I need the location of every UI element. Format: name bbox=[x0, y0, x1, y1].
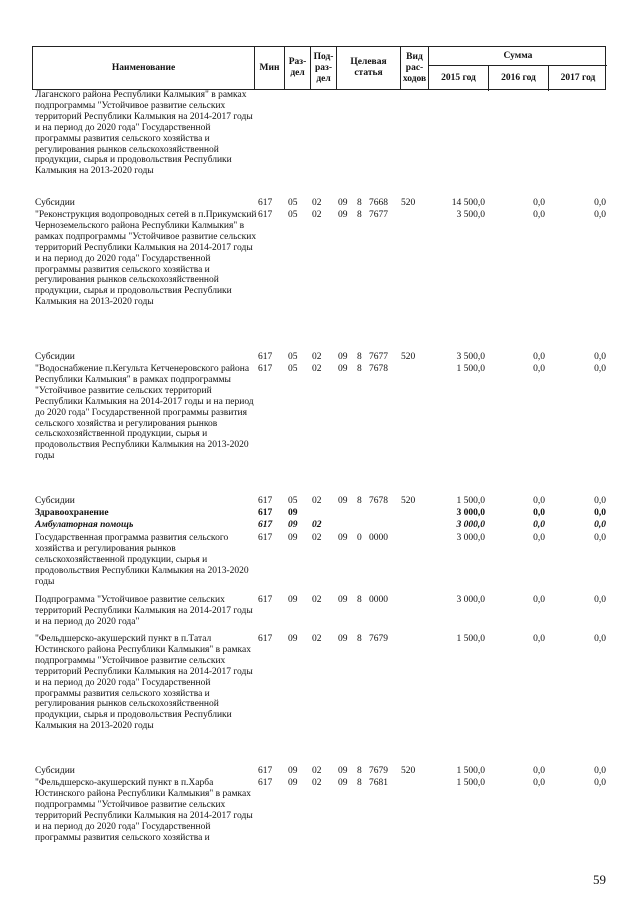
row-y2015: 1 500,0 bbox=[456, 778, 485, 788]
row-rz: 09 bbox=[288, 778, 298, 788]
row-t3: 7677 bbox=[369, 352, 388, 362]
row-min: 617 bbox=[258, 496, 273, 506]
row-y2015: 3 000,0 bbox=[456, 595, 485, 605]
row-y2015: 1 500,0 bbox=[456, 766, 485, 776]
row-t3: 7679 bbox=[369, 634, 388, 644]
row-y2016: 0,0 bbox=[533, 210, 545, 220]
row-y2017: 0,0 bbox=[594, 198, 606, 208]
row-pr: 02 bbox=[312, 520, 322, 530]
row-vr: 520 bbox=[401, 766, 416, 776]
header-2017: 2017 год bbox=[560, 73, 596, 83]
row-rz: 05 bbox=[288, 198, 298, 208]
row-name: Субсидии bbox=[35, 496, 75, 506]
row-y2015: 1 500,0 bbox=[456, 364, 485, 374]
row-y2017: 0,0 bbox=[594, 352, 606, 362]
row-pr: 02 bbox=[312, 210, 322, 220]
row-t2: 8 bbox=[357, 364, 362, 374]
row-y2017: 0,0 bbox=[594, 364, 606, 374]
row-rz: 09 bbox=[288, 533, 298, 543]
row-y2015: 3 500,0 bbox=[456, 210, 485, 220]
row-t3: 0000 bbox=[369, 595, 388, 605]
page-number: 59 bbox=[593, 872, 606, 887]
header-ministry: Мин bbox=[255, 47, 285, 89]
row-rz: 05 bbox=[288, 352, 298, 362]
row-y2015: 1 500,0 bbox=[456, 496, 485, 506]
row-min: 617 bbox=[258, 634, 273, 644]
header-2016: 2016 год bbox=[489, 65, 549, 91]
row-t1: 09 bbox=[338, 496, 348, 506]
row-rz: 05 bbox=[288, 364, 298, 374]
row-name: "Реконструкция водопроводных сетей в п.Прикумский Черноземельского района Республики Калмыкия" в рамках подпрограммы "Устойчивое развитие сельских территорий Республики Калмыкия на 2014-2017 годы и на период до 2020 года" Государственной программы развития сельского хозяйства и регулирования рынков сельскохозяйственной продукции, сырья и продовольствия Республики Калмыкия на 2013-2020 годы bbox=[35, 210, 257, 308]
row-y2016: 0,0 bbox=[533, 352, 545, 362]
row-y2017: 0,0 bbox=[594, 766, 606, 776]
row-name: Субсидии bbox=[35, 352, 75, 362]
row-min: 617 bbox=[258, 533, 273, 543]
row-pr: 02 bbox=[312, 352, 322, 362]
header-name: Наименование bbox=[33, 47, 255, 89]
row-t2: 0 bbox=[357, 533, 362, 543]
row-t2: 8 bbox=[357, 778, 362, 788]
row-y2017: 0,0 bbox=[594, 508, 606, 518]
row-t3: 7679 bbox=[369, 766, 388, 776]
row-y2017: 0,0 bbox=[594, 496, 606, 506]
row-t1: 09 bbox=[338, 533, 348, 543]
row-name: "Водоснабжение п.Кегульта Кетченеровского района Республики Калмыкия" в рамках подпрограммы "Устойчивое развитие сельских территорий Республики Калмыкия на 2014-2017 годы и на период до 2020 года" Государственной программы развития сельского хозяйства и регулирования рынков сельскохозяйственной продукции, сырья и продовольствия Республики Калмыкия на 2013-2020 годы bbox=[35, 364, 254, 462]
row-min: 617 bbox=[258, 210, 273, 220]
row-t1: 09 bbox=[338, 766, 348, 776]
row-y2015: 3 000,0 bbox=[456, 533, 485, 543]
row-min: 617 bbox=[258, 508, 273, 518]
row-y2016: 0,0 bbox=[533, 595, 545, 605]
row-t3: 7681 bbox=[369, 778, 388, 788]
row-pr: 02 bbox=[312, 595, 322, 605]
row-t1: 09 bbox=[338, 210, 348, 220]
row-t2: 8 bbox=[357, 634, 362, 644]
header-subsection: Под- раз- дел bbox=[311, 47, 337, 89]
row-vr: 520 bbox=[401, 496, 416, 506]
header-section: Раз- дел bbox=[285, 47, 311, 89]
row-y2015: 3 000,0 bbox=[456, 508, 485, 518]
row-t2: 8 bbox=[357, 496, 362, 506]
row-y2016: 0,0 bbox=[533, 634, 545, 644]
row-t3: 0000 bbox=[369, 533, 388, 543]
row-y2017: 0,0 bbox=[594, 634, 606, 644]
row-t2: 8 bbox=[357, 595, 362, 605]
row-t1: 09 bbox=[338, 595, 348, 605]
row-y2017: 0,0 bbox=[594, 210, 606, 220]
row-t1: 09 bbox=[338, 352, 348, 362]
row-y2017: 0,0 bbox=[594, 595, 606, 605]
row-min: 617 bbox=[258, 364, 273, 374]
row-min: 617 bbox=[258, 520, 273, 530]
header-2015: 2015 год bbox=[429, 65, 489, 91]
row-t1: 09 bbox=[338, 198, 348, 208]
row-pr: 02 bbox=[312, 778, 322, 788]
row-y2015: 14 500,0 bbox=[451, 198, 485, 208]
row-rz: 09 bbox=[288, 508, 298, 518]
row-y2016: 0,0 bbox=[533, 533, 545, 543]
row-min: 617 bbox=[258, 766, 273, 776]
row-name: Субсидии bbox=[35, 766, 75, 776]
row-y2016: 0,0 bbox=[533, 508, 545, 518]
row-y2017: 0,0 bbox=[594, 778, 606, 788]
row-name: Амбулаторная помощь bbox=[35, 520, 134, 530]
row-pr: 02 bbox=[312, 533, 322, 543]
row-t3: 7668 bbox=[369, 198, 388, 208]
row-pr: 02 bbox=[312, 766, 322, 776]
row-t3: 7678 bbox=[369, 496, 388, 506]
row-y2016: 0,0 bbox=[533, 766, 545, 776]
row-rz: 09 bbox=[288, 595, 298, 605]
row-rz: 05 bbox=[288, 210, 298, 220]
row-vr: 520 bbox=[401, 198, 416, 208]
row-rz: 05 bbox=[288, 496, 298, 506]
row-t1: 09 bbox=[338, 778, 348, 788]
row-pr: 02 bbox=[312, 198, 322, 208]
row-y2016: 0,0 bbox=[533, 496, 545, 506]
header-sum: Сумма bbox=[429, 47, 607, 66]
table-header bbox=[32, 46, 606, 90]
row-t3: 7678 bbox=[369, 364, 388, 374]
row-rz: 09 bbox=[288, 520, 298, 530]
row-t2: 8 bbox=[357, 352, 362, 362]
row-name: Государственная программа развития сельского хозяйства и регулирования рынков сельскохозяйственной продукции, сырья и продовольствия Республики Калмыкия на 2013-2020 годы bbox=[35, 533, 249, 587]
header-expense-type: Вид рас- ходов bbox=[401, 47, 429, 89]
row-y2017: 0,0 bbox=[594, 520, 606, 530]
row-y2017: 0,0 bbox=[594, 533, 606, 543]
row-pr: 02 bbox=[312, 364, 322, 374]
row-pr: 02 bbox=[312, 634, 322, 644]
header-target: Целевая статья bbox=[337, 47, 401, 89]
row-t3: 7677 bbox=[369, 210, 388, 220]
row-y2015: 3 000,0 bbox=[456, 520, 485, 530]
row-min: 617 bbox=[258, 352, 273, 362]
row-name: Субсидии bbox=[35, 198, 75, 208]
row-t1: 09 bbox=[338, 364, 348, 374]
row-y2015: 1 500,0 bbox=[456, 634, 485, 644]
row-rz: 09 bbox=[288, 634, 298, 644]
row-t2: 8 bbox=[357, 210, 362, 220]
row-vr: 520 bbox=[401, 352, 416, 362]
row-name: Лаганского района Республики Калмыкия" в рамках подпрограммы "Устойчивое развитие сельских территорий Республики Калмыкия на 2014-2017 годы и на период до 2020 года" Государственной программы развития сельского хозяйства и регулирования рынков сельскохозяйственной продукции, сырья и продовольствия Республики Калмыкия на 2013-2020 годы bbox=[35, 90, 253, 177]
row-name: "Фельдшерско-акушерский пункт в п.Харба Юстинского района Республики Калмыкия" в рамках подпрограммы "Устойчивое развитие сельских территорий Республики Калмыкия на 2014-2017 годы и на период до 2020 года" Государственной программы развития сельского хозяйства и bbox=[35, 778, 253, 843]
row-t2: 8 bbox=[357, 766, 362, 776]
row-y2015: 3 500,0 bbox=[456, 352, 485, 362]
row-pr: 02 bbox=[312, 496, 322, 506]
row-y2016: 0,0 bbox=[533, 520, 545, 530]
row-t1: 09 bbox=[338, 634, 348, 644]
row-name: Подпрограмма "Устойчивое развитие сельских территорий Республики Калмыкия на 2014-2017 годы и на период до 2020 года" bbox=[35, 595, 253, 627]
row-y2016: 0,0 bbox=[533, 198, 545, 208]
row-min: 617 bbox=[258, 198, 273, 208]
row-t2: 8 bbox=[357, 198, 362, 208]
row-min: 617 bbox=[258, 595, 273, 605]
row-rz: 09 bbox=[288, 766, 298, 776]
row-min: 617 bbox=[258, 778, 273, 788]
row-name: "Фельдшерско-акушерский пункт в п.Татал Юстинского района Республики Калмыкия" в рамках подпрограммы "Устойчивое развитие сельских территорий Республики Калмыкия на 2014-2017 годы и на период до 2020 года" Государственной программы развития сельского хозяйства и регулирования рынков сельскохозяйственной продукции, сырья и продовольствия Республики Калмыкия на 2013-2020 годы bbox=[35, 634, 253, 732]
row-y2016: 0,0 bbox=[533, 364, 545, 374]
row-name: Здравоохранение bbox=[35, 508, 109, 518]
row-y2016: 0,0 bbox=[533, 778, 545, 788]
